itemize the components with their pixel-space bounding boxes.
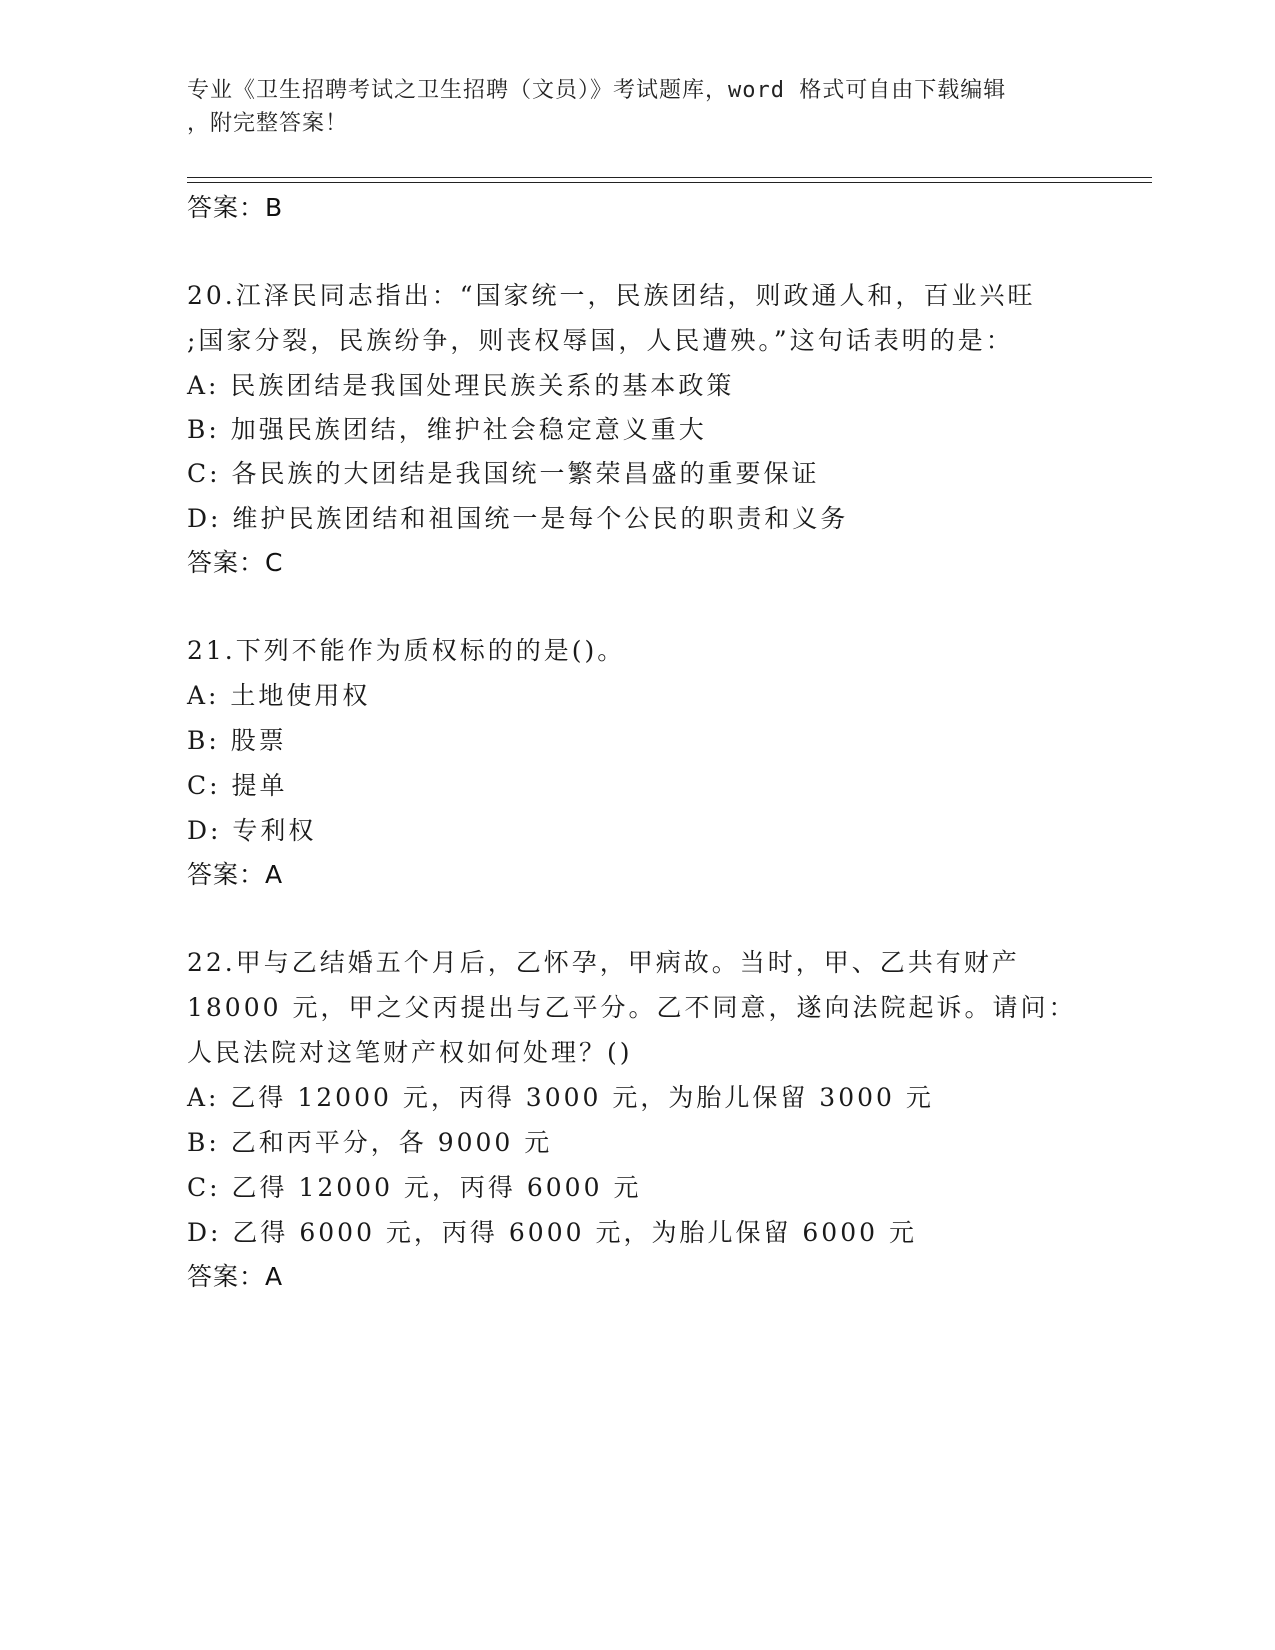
q20-stem-line-2: ;国家分裂，民族纷争，则丧权辱国，人民遭殃。”这句话表明的是： [187, 326, 1014, 355]
q20-answer: 答案：C [187, 548, 284, 577]
header-line-1: 专业《卫生招聘考试之卫生招聘（文员）》考试题库，word 格式可自由下载编辑 [187, 78, 1007, 103]
q22-answer: 答案：A [187, 1262, 284, 1291]
q22-option-d: D: 乙得 6000 元，丙得 6000 元，为胎儿保留 6000 元 [187, 1218, 917, 1247]
q22-option-c: C: 乙得 12000 元，丙得 6000 元 [187, 1173, 642, 1202]
q20-option-b: B: 加强民族团结，维护社会稳定意义重大 [187, 415, 707, 444]
q22-stem-line-2: 18000 元，甲之父丙提出与乙平分。乙不同意，遂向法院起诉。请问： [187, 993, 1077, 1022]
header-line-2: ，附完整答案！ [187, 111, 349, 136]
q21-answer: 答案：A [187, 860, 284, 889]
q22-stem-line-1: 22.甲与乙结婚五个月后，乙怀孕，甲病故。当时，甲、乙共有财产 [187, 948, 1020, 977]
q21-option-a: A: 土地使用权 [187, 681, 371, 710]
previous-answer: 答案：B [187, 193, 284, 222]
q22-option-b: B: 乙和丙平分，各 9000 元 [187, 1128, 553, 1157]
q21-stem-line-1: 21.下列不能作为质权标的的是()。 [187, 636, 626, 665]
q21-option-c: C: 提单 [187, 771, 288, 800]
q21-option-b: B: 股票 [187, 726, 287, 755]
header-rule-bottom [187, 182, 1152, 183]
q20-option-d: D: 维护民族团结和祖国统一是每个公民的职责和义务 [187, 504, 849, 533]
q22-stem-line-3: 人民法院对这笔财产权如何处理？() [187, 1038, 633, 1067]
q20-option-a: A: 民族团结是我国处理民族关系的基本政策 [187, 371, 735, 400]
q22-option-a: A: 乙得 12000 元，丙得 3000 元，为胎儿保留 3000 元 [187, 1083, 934, 1112]
header-rule-top [187, 177, 1152, 178]
q21-option-d: D: 专利权 [187, 816, 317, 845]
q20-stem-line-1: 20.江泽民同志指出：“国家统一，民族团结，则政通人和，百业兴旺 [187, 281, 1036, 310]
q20-option-c: C: 各民族的大团结是我国统一繁荣昌盛的重要保证 [187, 459, 820, 488]
document-header [187, 74, 1087, 140]
